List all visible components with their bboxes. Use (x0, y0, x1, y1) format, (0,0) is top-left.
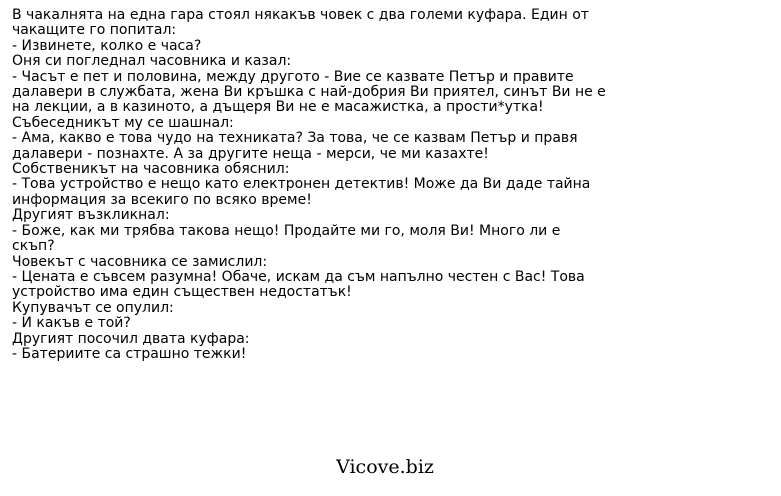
joke-line: - Извинете, колко е часа? (12, 37, 202, 54)
joke-line: далавери - познахте. А за другите неща - мерси, че ми казахте! (12, 145, 489, 162)
joke-line: - Часът е пет и половина, между другото - Вие се казвате Петър и правите (12, 68, 574, 85)
joke-line: - Батериите са страшно тежки! (12, 345, 247, 362)
joke-line: на лекции, а в казиното, а дъщеря Ви не е масажистка, а прости*утка! (12, 99, 544, 116)
joke-line: Оня си погледнал часовника и казал: (12, 53, 292, 70)
joke-line: - Ама, какво е това чудо на техниката? За това, че се казвам Петър и правя (12, 130, 578, 147)
joke-line: Купувачът се опулил: (12, 299, 174, 316)
joke-line: устройство има един съществен недостатък! (12, 284, 352, 301)
joke-line: - Цената е съвсем разумна! Обаче, искам да съм напълно честен с Вас! Това (12, 268, 585, 285)
joke-line: Човекът с часовника се замислил: (12, 253, 268, 270)
joke-line: В чакалнята на една гара стоял някакъв човек с два големи куфара. Един от (12, 7, 589, 23)
joke-line: Другият посочил двата куфара: (12, 330, 250, 347)
joke-line: скъп? (12, 238, 55, 255)
joke-line: чакащите го попитал: (12, 22, 177, 39)
joke-line: - Това устройство е нещо като електронен детектив! Може да Ви даде тайна (12, 176, 591, 193)
joke-line: информация за всекиго по всяко време! (12, 191, 312, 208)
joke-line: Събеседникът му се шашнал: (12, 114, 234, 131)
joke-line: - И какъв е той? (12, 315, 131, 332)
joke-text (12, 7, 606, 362)
site-watermark: Vicove.biz (336, 456, 434, 478)
joke-line: Другият възкликнал: (12, 207, 170, 224)
joke-line: далавери в службата, жена Ви кръшка с най-добрия Ви приятел, синът Ви не е (12, 84, 606, 101)
joke-line: Собственикът на часовника обяснил: (12, 161, 290, 178)
joke-line: - Боже, как ми трябва такова нещо! Продайте ми го, моля Ви! Много ли е (12, 222, 561, 239)
